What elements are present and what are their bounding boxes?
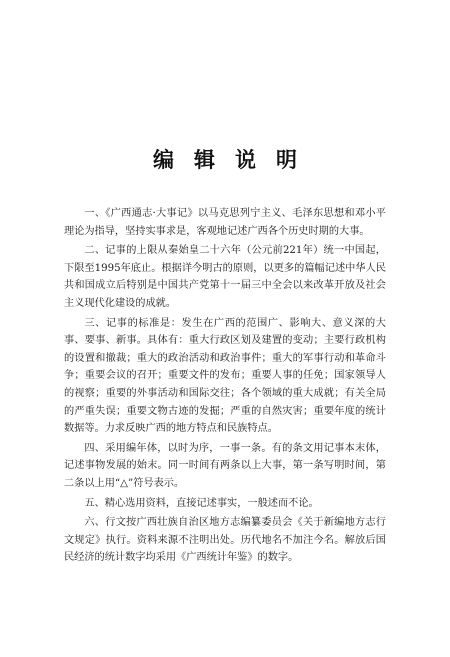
- paragraph-5: 五、精心选用资料，直接记述事实，一般述而不论。: [84, 497, 319, 509]
- paragraph-4: 四、采用编年体，以时为序，一事一条。有的条文用记事本末体，记述事物发展的始末。同一时间有两条以上大事，第一条写明时间，第二条以上用“△”符号表示。: [64, 442, 386, 489]
- paragraph-3: 三、记事的标准是：发生在广西的范围广、影响大、意义深的大事、要事、新事。具体有：重大行政区划及建置的变动；主要行政机构的设置和撤裁；重大的政治活动和政治事件；重大的军事行动和革命斗争；重要会议的召开；重要文件的发布；重要人事的任免；国家领导人的视察；重要的外事活动和国际交往；各个领域的重大成就；有关全局的严重失误；重要文物古迹的发掘；严重的自然灾害；重要年度的统计数据等。力求反映广西的地方特点和民族特点。: [64, 317, 386, 435]
- paragraph-2: 二、记事的上限从秦始皇二十六年（公元前221年）统一中国起，下限至1995年底止。根据详今明古的原则，以更多的篇幅记述中华人民共和国成立后特别是中国共产党第十一届三中全会以来改革开放及社会主义现代化建设的成就。: [64, 245, 386, 309]
- paragraph-6: 六、行文按广西壮族自治区地方志编纂委员会《关于新编地方志行文规定》执行。资料来源不注明出处。历代地名不加注今名。解放后国民经济的统计数字均采用《广西统计年鉴》的数字。: [64, 517, 386, 564]
- page-title: 编辑说明: [153, 147, 317, 172]
- document-body: [64, 205, 386, 569]
- paragraph-1: 一、《广西通志·大事记》以马克思列宁主义、毛泽东思想和邓小平理论为指导，坚持实事求是，客观地记述广西各个历史时期的大事。: [64, 208, 386, 237]
